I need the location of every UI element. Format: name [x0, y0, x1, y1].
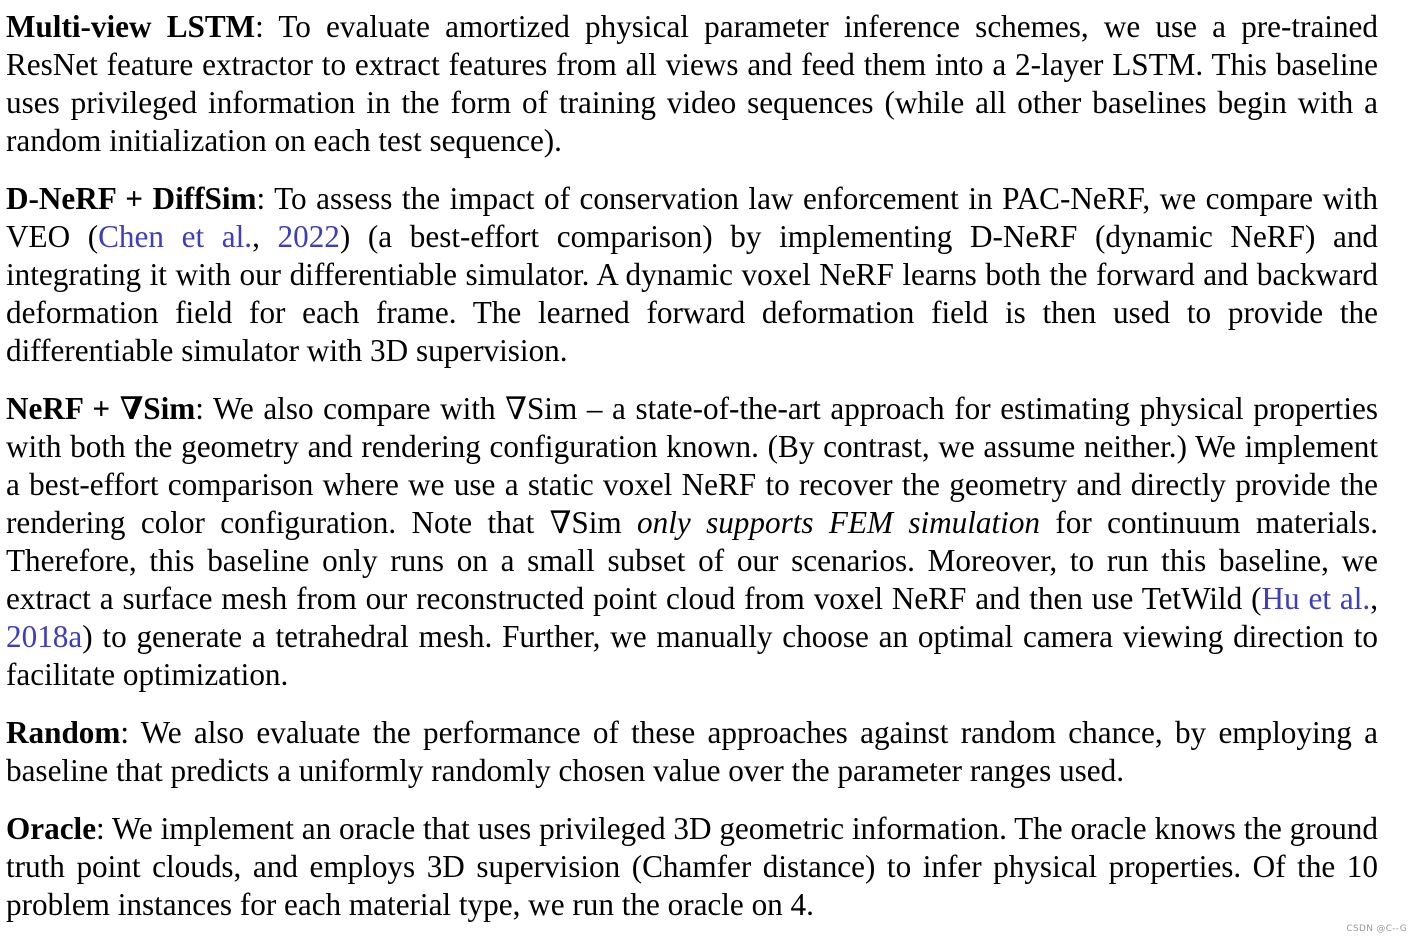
citation-link-year[interactable]: 2022	[277, 219, 340, 254]
paragraph-text: : We also compare with ∇Sim – a state-of-the-art approach for estimating physical properties with both the geometry and rendering configuration known. (By contrast, we assume neither.) We implement a best-effort comparison where we use a static voxel NeRF to recover the geometry and directly provide the rendering color configuration. Note that ∇Sim	[6, 391, 1378, 540]
watermark: CSDN @C--G	[1346, 924, 1407, 934]
paragraph-text: : To assess the impact of conservation law enforcement in PAC-NeRF, we compare with VEO (	[6, 181, 1378, 254]
citation-link-author[interactable]: Hu et al.	[1261, 581, 1371, 616]
emphasis-text: only supports FEM simulation	[637, 505, 1041, 540]
baseline-term: Random	[6, 715, 121, 750]
citation-link-author[interactable]: Chen et al.	[98, 219, 253, 254]
paragraph-text: for continuum materials. Therefore, this baseline only runs on a small subset of our scenarios. Moreover, to run this baseline, we extract a surface mesh from our reconstructed point cloud from voxel NeRF and then use TetWild (	[6, 505, 1378, 616]
baseline-term: Oracle	[6, 811, 97, 846]
baseline-term: NeRF + ∇Sim	[6, 391, 196, 426]
citation-separator: ,	[1370, 581, 1378, 616]
paragraph-oracle	[6, 810, 1378, 924]
baseline-term: Multi-view LSTM	[6, 9, 256, 44]
paragraph-text: : To evaluate amortized physical parameter inference schemes, we use a pre-trained ResNet feature extractor to extract features from all views and feed them into a 2-layer LSTM. This baseline uses privileged information in the form of training video sequences (while all other baselines begin with a random initialization on each test sequence).	[6, 9, 1378, 158]
document-body	[6, 8, 1378, 924]
baseline-term: D-NeRF + DiffSim	[6, 181, 257, 216]
paragraph-text: ) to generate a tetrahedral mesh. Further, we manually choose an optimal camera viewing direction to facilitate optimization.	[6, 619, 1378, 692]
paragraph-text: : We also evaluate the performance of these approaches against random chance, by employing a baseline that predicts a uniformly randomly chosen value over the parameter ranges used.	[6, 715, 1378, 788]
paragraph-random	[6, 714, 1378, 790]
citation-separator: ,	[252, 219, 278, 254]
paragraph-dnerf-diffsim	[6, 180, 1378, 370]
paragraph-text: ) (a best-effort comparison) by implementing D-NeRF (dynamic NeRF) and integrating it with our differentiable simulator. A dynamic voxel NeRF learns both the forward and backward deformation field for each frame. The learned forward deformation field is then used to provide the differentiable simulator with 3D supervision.	[6, 219, 1379, 368]
citation-link-year[interactable]: 2018a	[6, 619, 83, 654]
paragraph-nerf-gradsim	[6, 390, 1378, 694]
paragraph-text: : We implement an oracle that uses privileged 3D geometric information. The oracle knows the ground truth point clouds, and employs 3D supervision (Chamfer distance) to infer physical properties. Of the 10 problem instances for each material type, we run the oracle on 4.	[6, 811, 1378, 922]
paragraph-multi-view-lstm	[6, 8, 1378, 160]
